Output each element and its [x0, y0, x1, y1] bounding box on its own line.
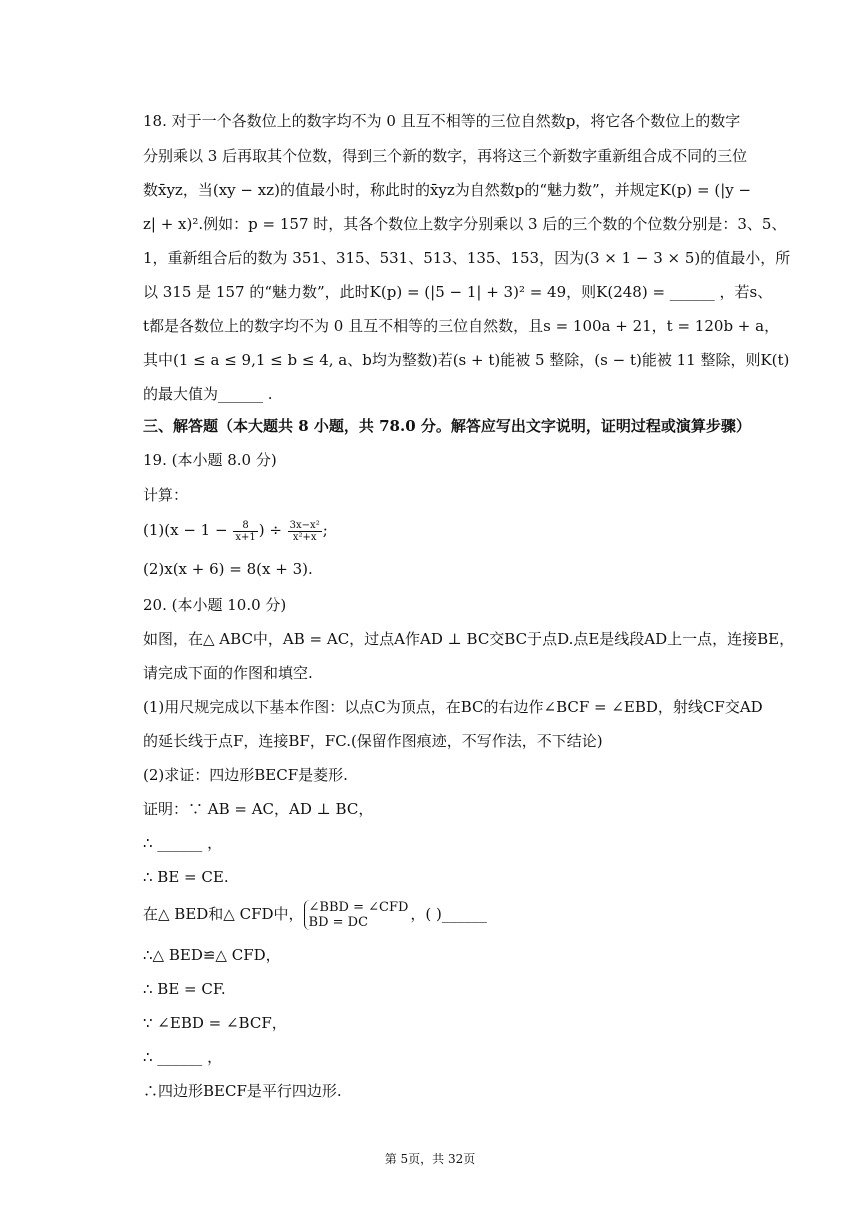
- fraction-2-numerator: 3x−x²: [289, 519, 320, 531]
- fraction-2: [288, 520, 322, 543]
- q20-line-9-post: ，( )______: [410, 905, 487, 923]
- q18-line-2: 分别乘以 3 后再取其个位数，得到三个新的数字，再将这三个新数字重新组合成不同的三位: [143, 147, 748, 165]
- q20-line-12: ∵ ∠EBD = ∠BCF，: [143, 1014, 287, 1032]
- q20-line-11: ∴ BE = CF.: [143, 980, 226, 998]
- q20-line-7: ∴ ______ ，: [143, 834, 223, 852]
- q20-line-5: (2)求证：四边形BECF是菱形.: [143, 766, 348, 784]
- q20-line-8: ∴ BE = CE.: [143, 868, 229, 886]
- q20-heading: 20. (本小题 10.0 分): [143, 596, 287, 614]
- q20-line-6: 证明：∵ AB = AC，AD ⊥ BC，: [143, 800, 374, 818]
- q20-line-1: 如图，在△ ABC中，AB = AC，过点A作AD ⊥ BC交BC于点D.点E是线段AD上一点，连接BE，: [143, 630, 795, 648]
- q19-prompt: 计算：: [143, 486, 189, 504]
- q20-line-13: ∴ ______ ，: [143, 1048, 223, 1066]
- q19-heading: 19. (本小题 8.0 分): [143, 451, 277, 469]
- q18-line-1: 18. 对于一个各数位上的数字均不为 0 且互不相等的三位自然数p，将它各个数位上的数字: [143, 112, 741, 130]
- equation-system-row-2: BD = DC: [308, 915, 369, 930]
- q20-line-4: 的延长线于点F，连接BF，FC.(保留作图痕迹，不写作法，不下结论): [143, 732, 603, 750]
- q19-part-1-pre: (1)(x − 1 −: [143, 521, 233, 539]
- q18-line-9: 的最大值为______ .: [143, 385, 273, 403]
- q20-line-9-pre: 在△ BED和△ CFD中，: [143, 905, 304, 923]
- q19-part-1: [143, 519, 328, 543]
- q20-line-10: ∴△ BED≌△ CFD，: [143, 946, 281, 964]
- q18-line-5: 1，重新组合后的数为 351、315、531、513、135、153，因为(3 × 1 − 3 × 5)的值最小，所: [143, 249, 791, 267]
- q20-line-14: ∴四边形BECF是平行四边形.: [143, 1082, 342, 1100]
- fraction-1-denominator: x+1: [235, 531, 256, 543]
- q18-line-8: 其中(1 ≤ a ≤ 9,1 ≤ b ≤ 4, a、b均为整数)若(s + t)能被 5 整除，(s − t)能被 11 整除，则K(t): [143, 351, 790, 369]
- q18-line-4: z| + x)².例如：p = 157 时，其各个数位上数字分别乘以 3 后的三个数的个位数分别是：3、5、: [143, 215, 787, 233]
- q18-line-6: 以 315 是 157 的“魅力数”，此时K(p) = (|5 − 1| + 3)² = 49，则K(248) = ______ ，若s、: [143, 283, 773, 301]
- q18-line-7: t都是各数位上的数字均不为 0 且互不相等的三位自然数，且s = 100a + 21，t = 120b + a，: [143, 317, 780, 335]
- fraction-1-numerator: 8: [233, 520, 257, 532]
- section-3-heading: 三、解答题（本大题共 8 小题，共 78.0 分。解答应写出文字说明，证明过程或演算步骤）: [143, 417, 751, 435]
- page-footer: 第 5页，共 32页: [384, 1152, 476, 1166]
- q19-part-1-end: ;: [322, 521, 328, 539]
- q19-part-2: (2)x(x + 6) = 8(x + 3).: [143, 560, 313, 578]
- q18-line-3: 数x̄yz，当(xy − xz)的值最小时，称此时的x̄yz为自然数p的“魅力数”，并规定K(p) = (|y −: [143, 181, 752, 199]
- q20-line-9: [143, 900, 487, 930]
- fraction-1: [233, 520, 257, 543]
- fraction-2-denominator: x²+x: [292, 531, 317, 543]
- equation-system-row-1: ∠BBD = ∠CFD: [308, 900, 409, 915]
- q20-line-2: 请完成下面的作图和填空.: [143, 664, 313, 682]
- q19-part-1-mid: ) ÷: [258, 521, 287, 539]
- q20-line-3: (1)用尺规完成以下基本作图：以点C为顶点，在BC的右边作∠BCF = ∠EBD，射线CF交AD: [143, 698, 763, 716]
- equation-system: [304, 900, 409, 930]
